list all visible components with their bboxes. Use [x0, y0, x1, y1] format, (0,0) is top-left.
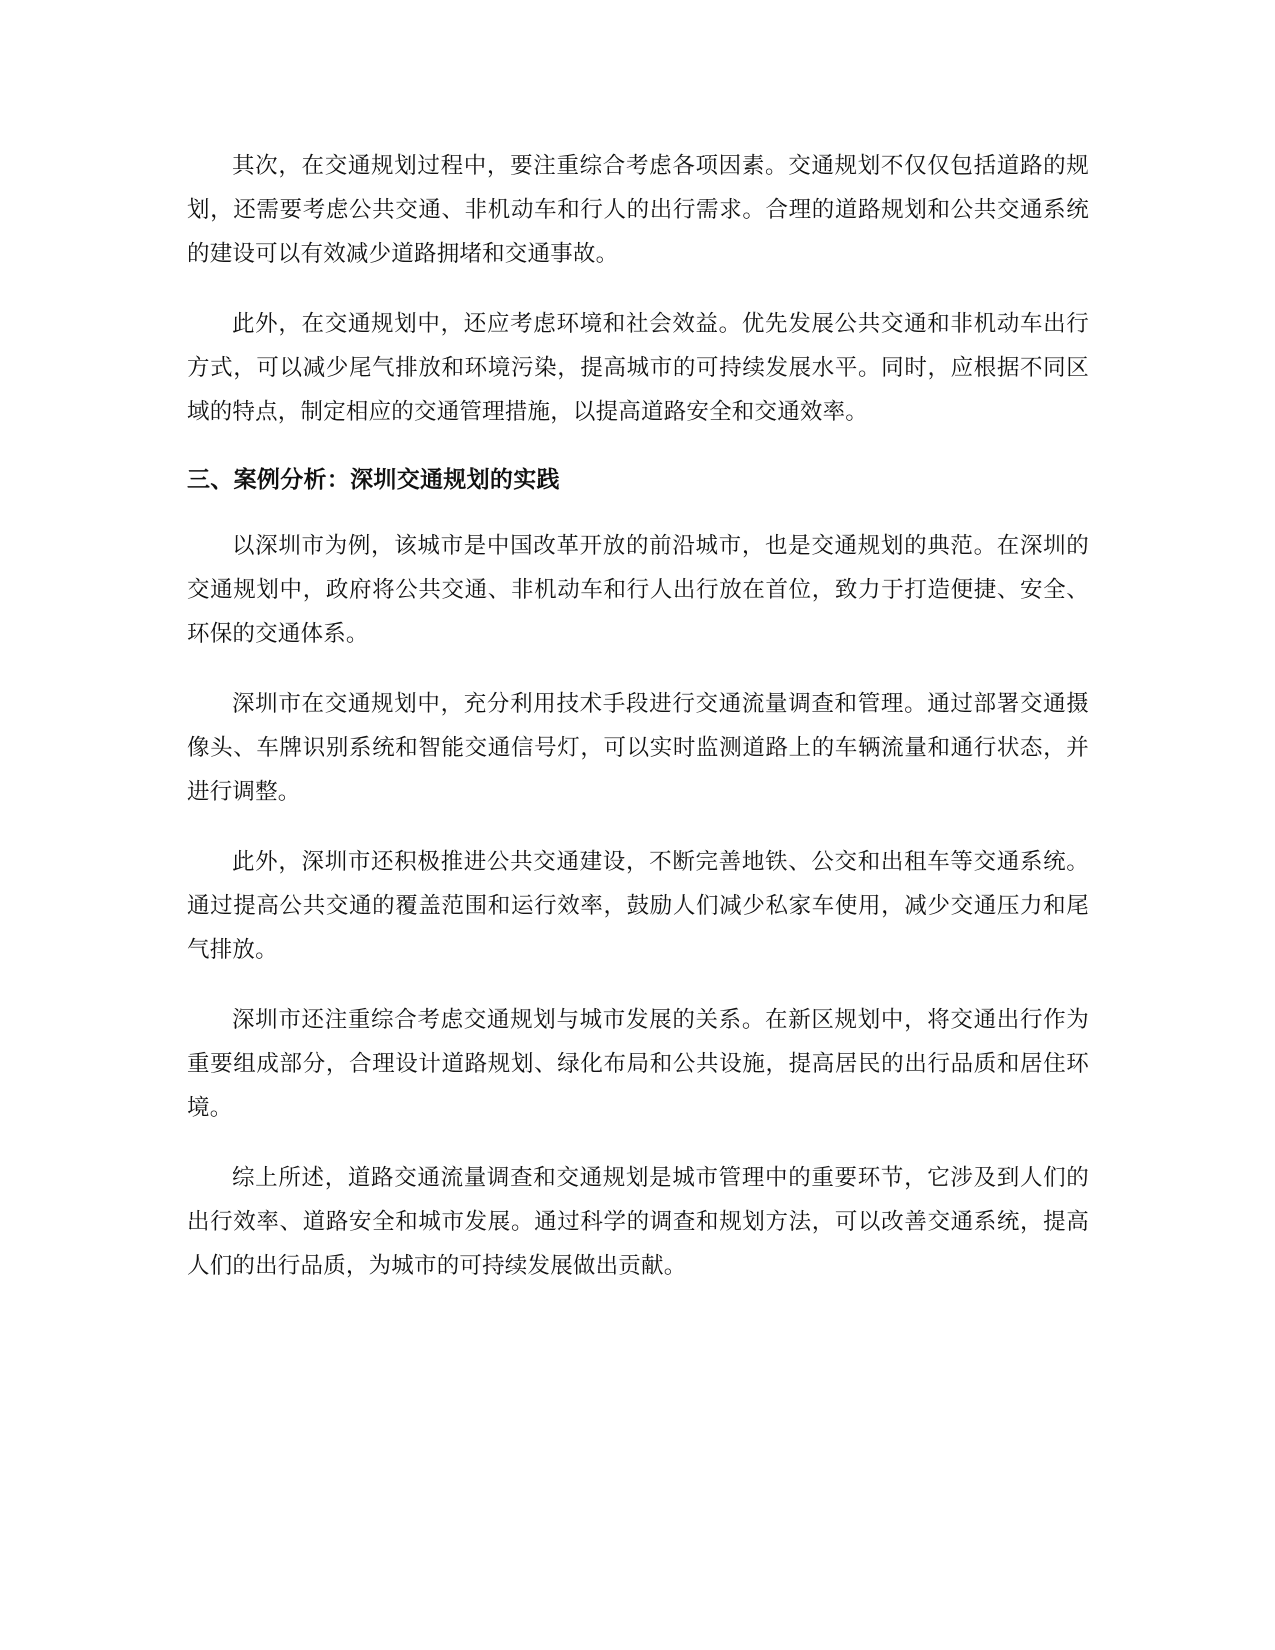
- paragraph: 深圳市还注重综合考虑交通规划与城市发展的关系。在新区规划中，将交通出行作为重要组成部分，合理设计道路规划、绿化布局和公共设施，提高居民的出行品质和居住环境。: [187, 1007, 1089, 1121]
- paragraph: 此外，深圳市还积极推进公共交通建设，不断完善地铁、公交和出租车等交通系统。通过提高公共交通的覆盖范围和运行效率，鼓励人们减少私家车使用，减少交通压力和尾气排放。: [187, 849, 1089, 963]
- paragraph: 综上所述，道路交通流量调查和交通规划是城市管理中的重要环节，它涉及到人们的出行效率、道路安全和城市发展。通过科学的调查和规划方法，可以改善交通系统，提高人们的出行品质，为城市的可持续发展做出贡献。: [187, 1165, 1089, 1279]
- paragraph: 以深圳市为例，该城市是中国改革开放的前沿城市，也是交通规划的典范。在深圳的交通规划中，政府将公共交通、非机动车和行人出行放在首位，致力于打造便捷、安全、环保的交通体系。: [187, 533, 1089, 647]
- paragraph: 深圳市在交通规划中，充分利用技术手段进行交通流量调查和管理。通过部署交通摄像头、车牌识别系统和智能交通信号灯，可以实时监测道路上的车辆流量和通行状态，并进行调整。: [187, 691, 1089, 805]
- section-heading: 三、案例分析：深圳交通规划的实践: [187, 467, 560, 493]
- document-body: [187, 144, 1089, 1314]
- paragraph: 此外，在交通规划中，还应考虑环境和社会效益。优先发展公共交通和非机动车出行方式，可以减少尾气排放和环境污染，提高城市的可持续发展水平。同时，应根据不同区域的特点，制定相应的交通管理措施，以提高道路安全和交通效率。: [187, 311, 1089, 425]
- paragraph: 其次，在交通规划过程中，要注重综合考虑各项因素。交通规划不仅仅包括道路的规划，还需要考虑公共交通、非机动车和行人的出行需求。合理的道路规划和公共交通系统的建设可以有效减少道路拥堵和交通事故。: [187, 153, 1089, 267]
